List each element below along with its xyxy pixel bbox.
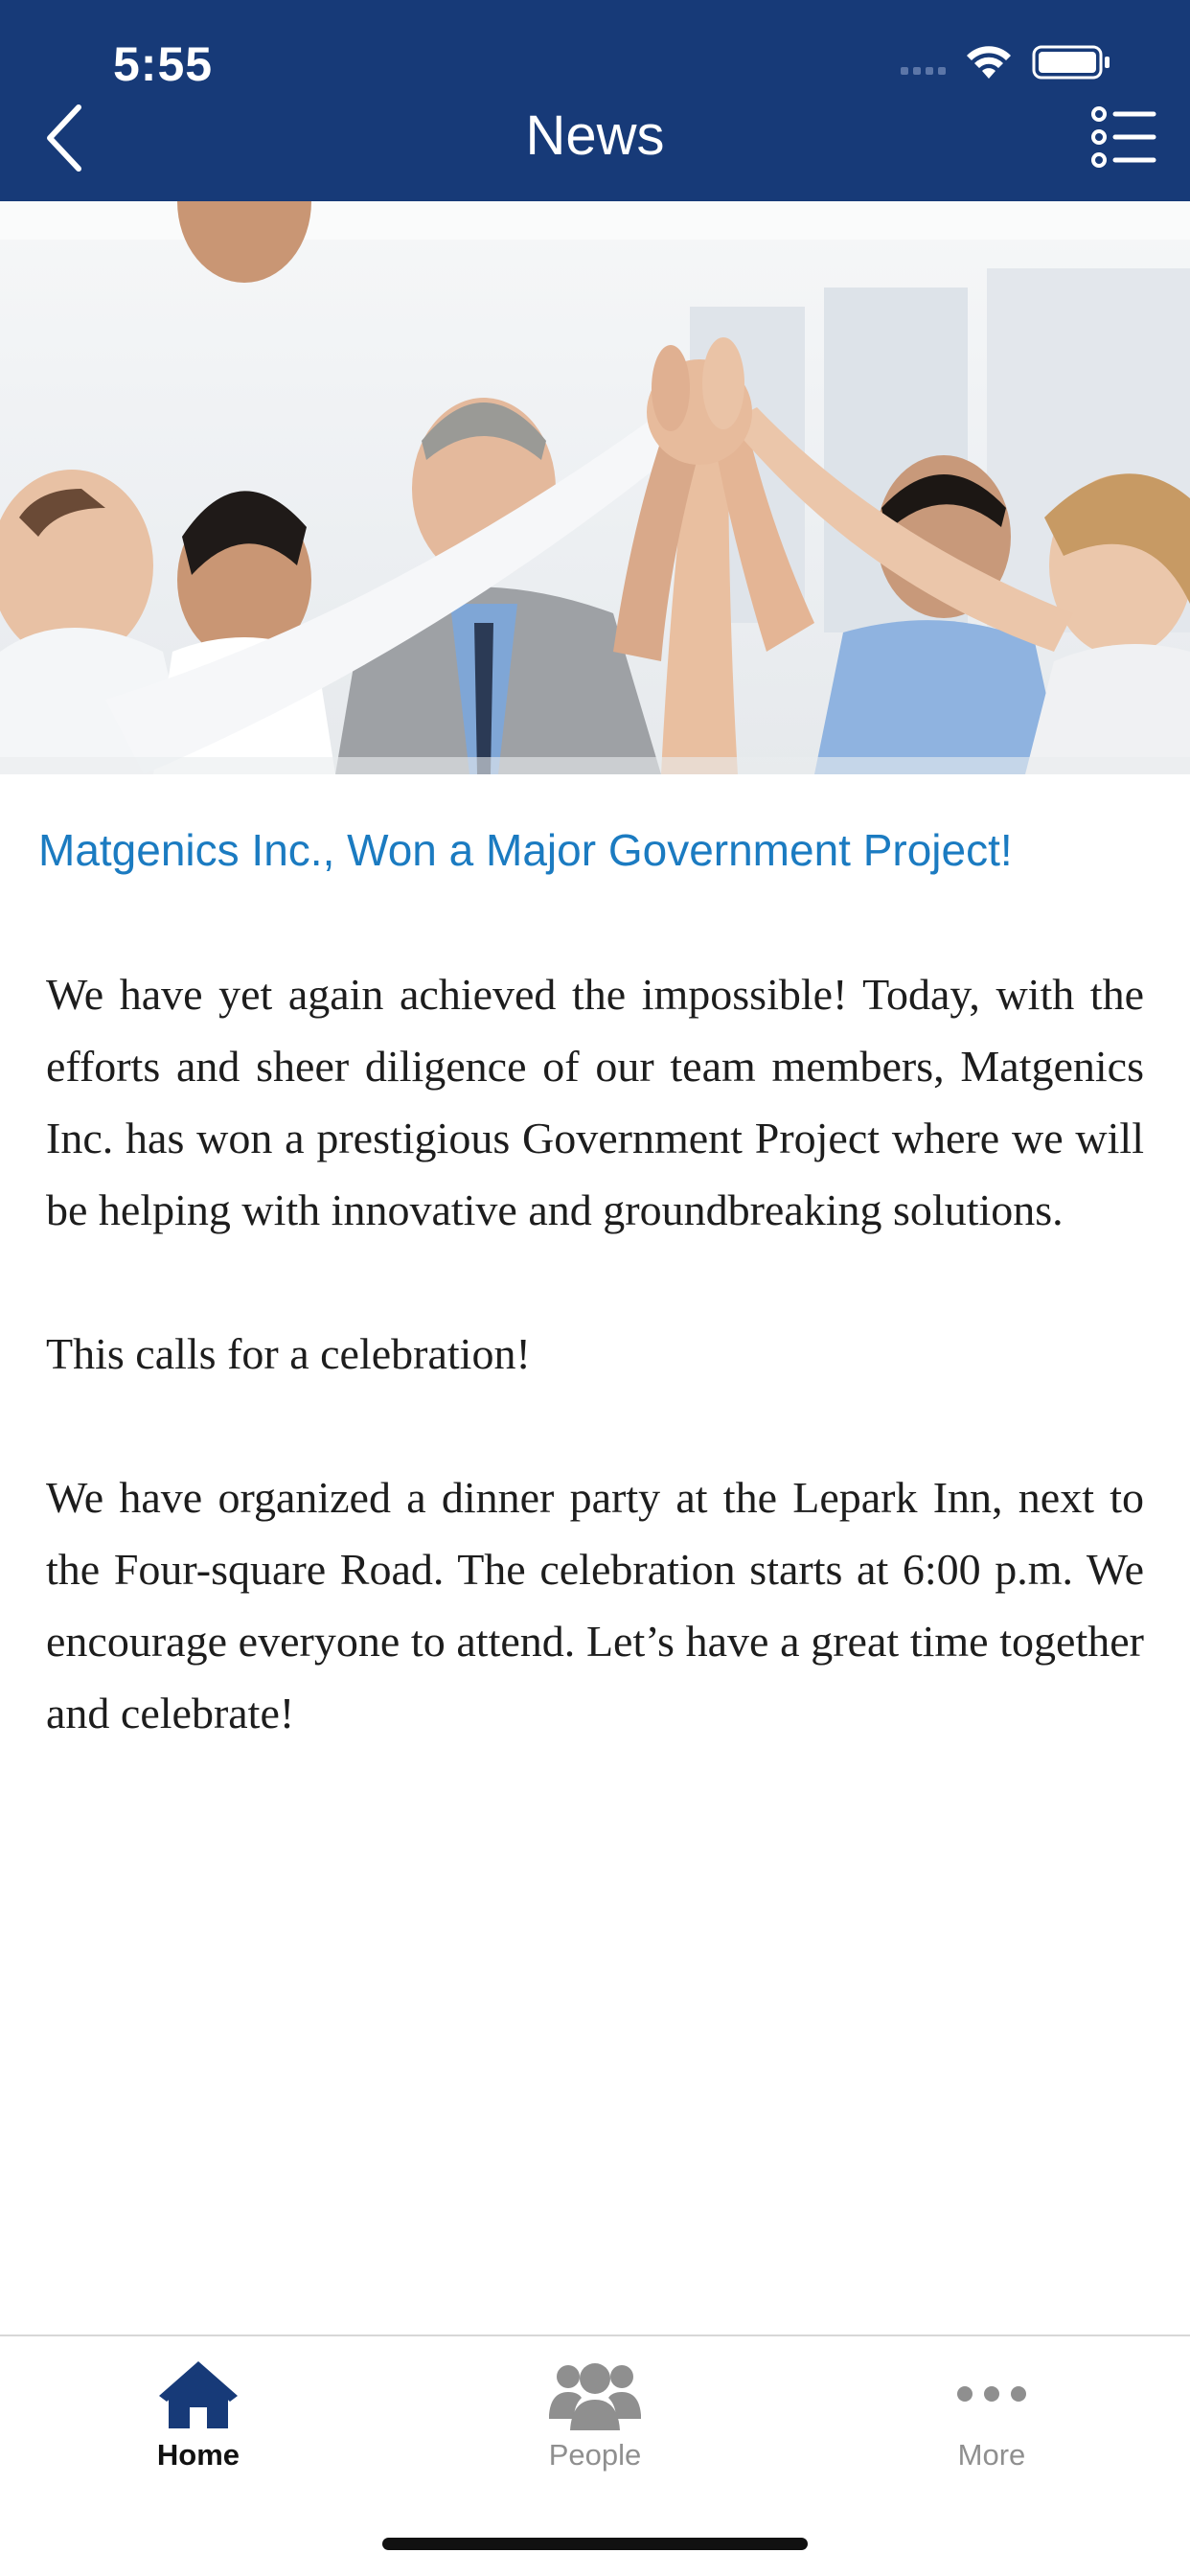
tab-people-label: People	[548, 2438, 642, 2472]
status-icons	[901, 42, 1131, 80]
signal-icon	[901, 67, 946, 75]
people-icon	[549, 2358, 641, 2432]
tab-more[interactable]	[793, 2336, 1190, 2480]
tab-home[interactable]	[0, 2336, 397, 2480]
tab-people[interactable]	[397, 2336, 793, 2480]
team-high-five-illustration	[0, 201, 1190, 774]
tab-home-label: Home	[156, 2438, 240, 2472]
hero-image	[0, 201, 1190, 774]
article-headline: Matgenics Inc., Won a Major Government Project!	[38, 825, 1013, 875]
status-time: 5:55	[113, 37, 214, 91]
home-indicator[interactable]	[382, 2538, 808, 2550]
battery-icon	[1034, 47, 1110, 78]
list-menu-icon[interactable]	[1090, 105, 1157, 169]
article-paragraph: This calls for a celebration!	[46, 1329, 531, 1378]
page-title: News	[525, 104, 665, 167]
tab-more-label: More	[957, 2438, 1026, 2472]
home-icon	[155, 2358, 241, 2430]
article-body	[46, 958, 1144, 1749]
article-paragraph: We have yet again achieved the impossible! Today, with the efforts and sheer diligence of our team members, Matgenics Inc. has won a prestigious Government Project where we will be helping with innovative and groundbreaking solutions.	[46, 970, 1144, 1234]
article-paragraph: We have organized a dinner party at the Lepark Inn, next to the Four-square Road. The celebration starts at 6:00 p.m. We encourage everyone to attend. Let’s have a great time together and celebrate!	[46, 1473, 1144, 1737]
more-icon	[953, 2365, 1030, 2423]
header-bar	[0, 0, 1190, 201]
wifi-icon	[967, 46, 1011, 79]
